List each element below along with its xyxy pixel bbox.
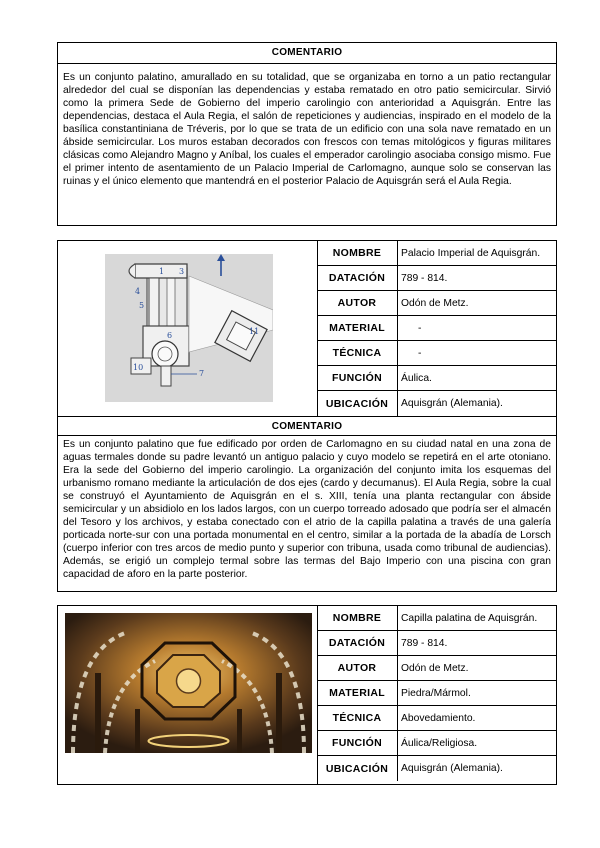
table-row — [317, 241, 556, 266]
plan-label: 6 — [167, 331, 173, 340]
chapel-photo-cell — [58, 606, 318, 784]
row-label: AUTOR — [317, 656, 398, 680]
row-value: 789 - 814. — [401, 272, 448, 284]
row-value: Abovedamiento. — [401, 712, 476, 724]
row-label: UBICACIÓN — [317, 391, 398, 416]
row-value: Piedra/Mármol. — [401, 687, 471, 699]
chapel-card — [57, 605, 557, 785]
row-value: 789 - 814. — [401, 637, 448, 649]
table-row — [317, 366, 556, 391]
commentary-heading: COMENTARIO — [58, 416, 556, 436]
floor-plan-cell — [58, 241, 318, 417]
row-label: MATERIAL — [317, 681, 398, 705]
row-label: MATERIAL — [317, 316, 398, 340]
row-label: UBICACIÓN — [317, 756, 398, 781]
row-label: FUNCIÓN — [317, 366, 398, 390]
commentary-box-1 — [57, 42, 557, 226]
row-value: Aquisgrán (Alemania). — [401, 763, 503, 774]
row-label: FUNCIÓN — [317, 731, 398, 755]
table-row — [317, 316, 556, 341]
row-value: Áulica. — [401, 372, 432, 384]
row-value: Áulica/Religiosa. — [401, 737, 478, 749]
row-value: Odón de Metz. — [401, 662, 469, 674]
floor-plan-image — [105, 254, 273, 402]
table-row — [317, 341, 556, 366]
row-label: NOMBRE — [317, 241, 398, 265]
plan-label: 10 — [133, 363, 144, 372]
row-value: Odón de Metz. — [401, 297, 469, 309]
table-row — [317, 706, 556, 731]
row-label: AUTOR — [317, 291, 398, 315]
table-row — [317, 391, 556, 416]
octagonal-dome-photo — [65, 613, 312, 753]
row-value: - — [418, 347, 422, 359]
table-row — [317, 681, 556, 706]
plan-label: 4 — [135, 287, 141, 296]
commentary-text: Es un conjunto palatino, amurallado en su totalidad, que se organizaba en torno a un patio rectangular alrededor del cual se disponían las dependencias y estaba rematado en otro patio semicircular. Sirvió como la primera Sede de Gobierno del imperio carolingio con anterioridad a Aquisgrán. Entre las dependencias, destaca el Aula Regia, el salón de repeticiones y audiencias, inspirado en el modelo de la basílica constantiniana de Tréveris, por lo que se trata de un edificio con una sola nave rematado en un ábside semicircular. Los muros estaban decorados con frescos con temas mitológicos y figuras militares clásicas como Alejandro Magno y Aníbal, los cuales el emperador carolingio asociaba consigo mismo. Fue el primer intento de asentamiento de un Palacio Imperial de Carlomagno, aunque solo se conservan las ruinas y el único elemento que mantendrá en el posterior Palacio de Aquisgrán será el Aula Regia. — [63, 72, 551, 187]
row-value: Palacio Imperial de Aquisgrán. — [401, 247, 541, 259]
table-row — [317, 291, 556, 316]
row-value: Capilla palatina de Aquisgrán. — [401, 612, 538, 624]
table-row — [317, 606, 556, 631]
table-row — [317, 656, 556, 681]
plan-label: 11 — [249, 327, 260, 336]
row-label: DATACIÓN — [317, 631, 398, 655]
table-row — [317, 756, 556, 781]
row-label: TÉCNICA — [317, 341, 398, 365]
row-label: TÉCNICA — [317, 706, 398, 730]
palace-card — [57, 240, 557, 592]
row-value: - — [418, 322, 422, 334]
table-row — [317, 266, 556, 291]
plan-label: 3 — [179, 267, 185, 276]
plan-label: 1 — [159, 267, 165, 276]
plan-label: 7 — [199, 369, 205, 378]
row-value: Aquisgrán (Alemania). — [401, 398, 503, 409]
plan-label: 5 — [139, 301, 145, 310]
commentary-heading: COMENTARIO — [58, 43, 556, 64]
palace-data-table — [317, 241, 556, 416]
table-row — [317, 631, 556, 656]
row-label: DATACIÓN — [317, 266, 398, 290]
row-label: NOMBRE — [317, 606, 398, 630]
table-row — [317, 731, 556, 756]
commentary-text: Es un conjunto palatino que fue edificado por orden de Carlomagno en su ciudad natal en una zona de aguas termales donde su padre levantó un antiguo palacio y cuyo modelo se repetirá en el arte otoniano. Era la sede del Gobierno del imperio carolingio. La organización del conjunto imita los esquemas del urbanismo romano mediante la articulación de dos ejes (cardo y decumanus). El Aula Regia, sobre la cual se construyó el Ayuntamiento de Aquisgrán en el s. XIII, tenía una planta rectangular con ábside semicircular y un absidiolo en los lados largos, con un cuerpo torreado adosado que podría ser el almacén del Tesoro y los archivos, y estaba conectado con el atrio de la capilla palatina a través de una galería porticada norte-sur con una portada monumental en el centro, similar a la portada de la abadía de Lorsch (cuerpo inferior con tres arcos de medio punto y superior con tribuna, usada como tribunal de audiencias). Además, se erigió un complejo termal sobre las termas del Bajo Imperio con una piscina con gran capacidad de aforo en la parte posterior. — [63, 439, 551, 580]
chapel-data-table — [317, 606, 556, 781]
